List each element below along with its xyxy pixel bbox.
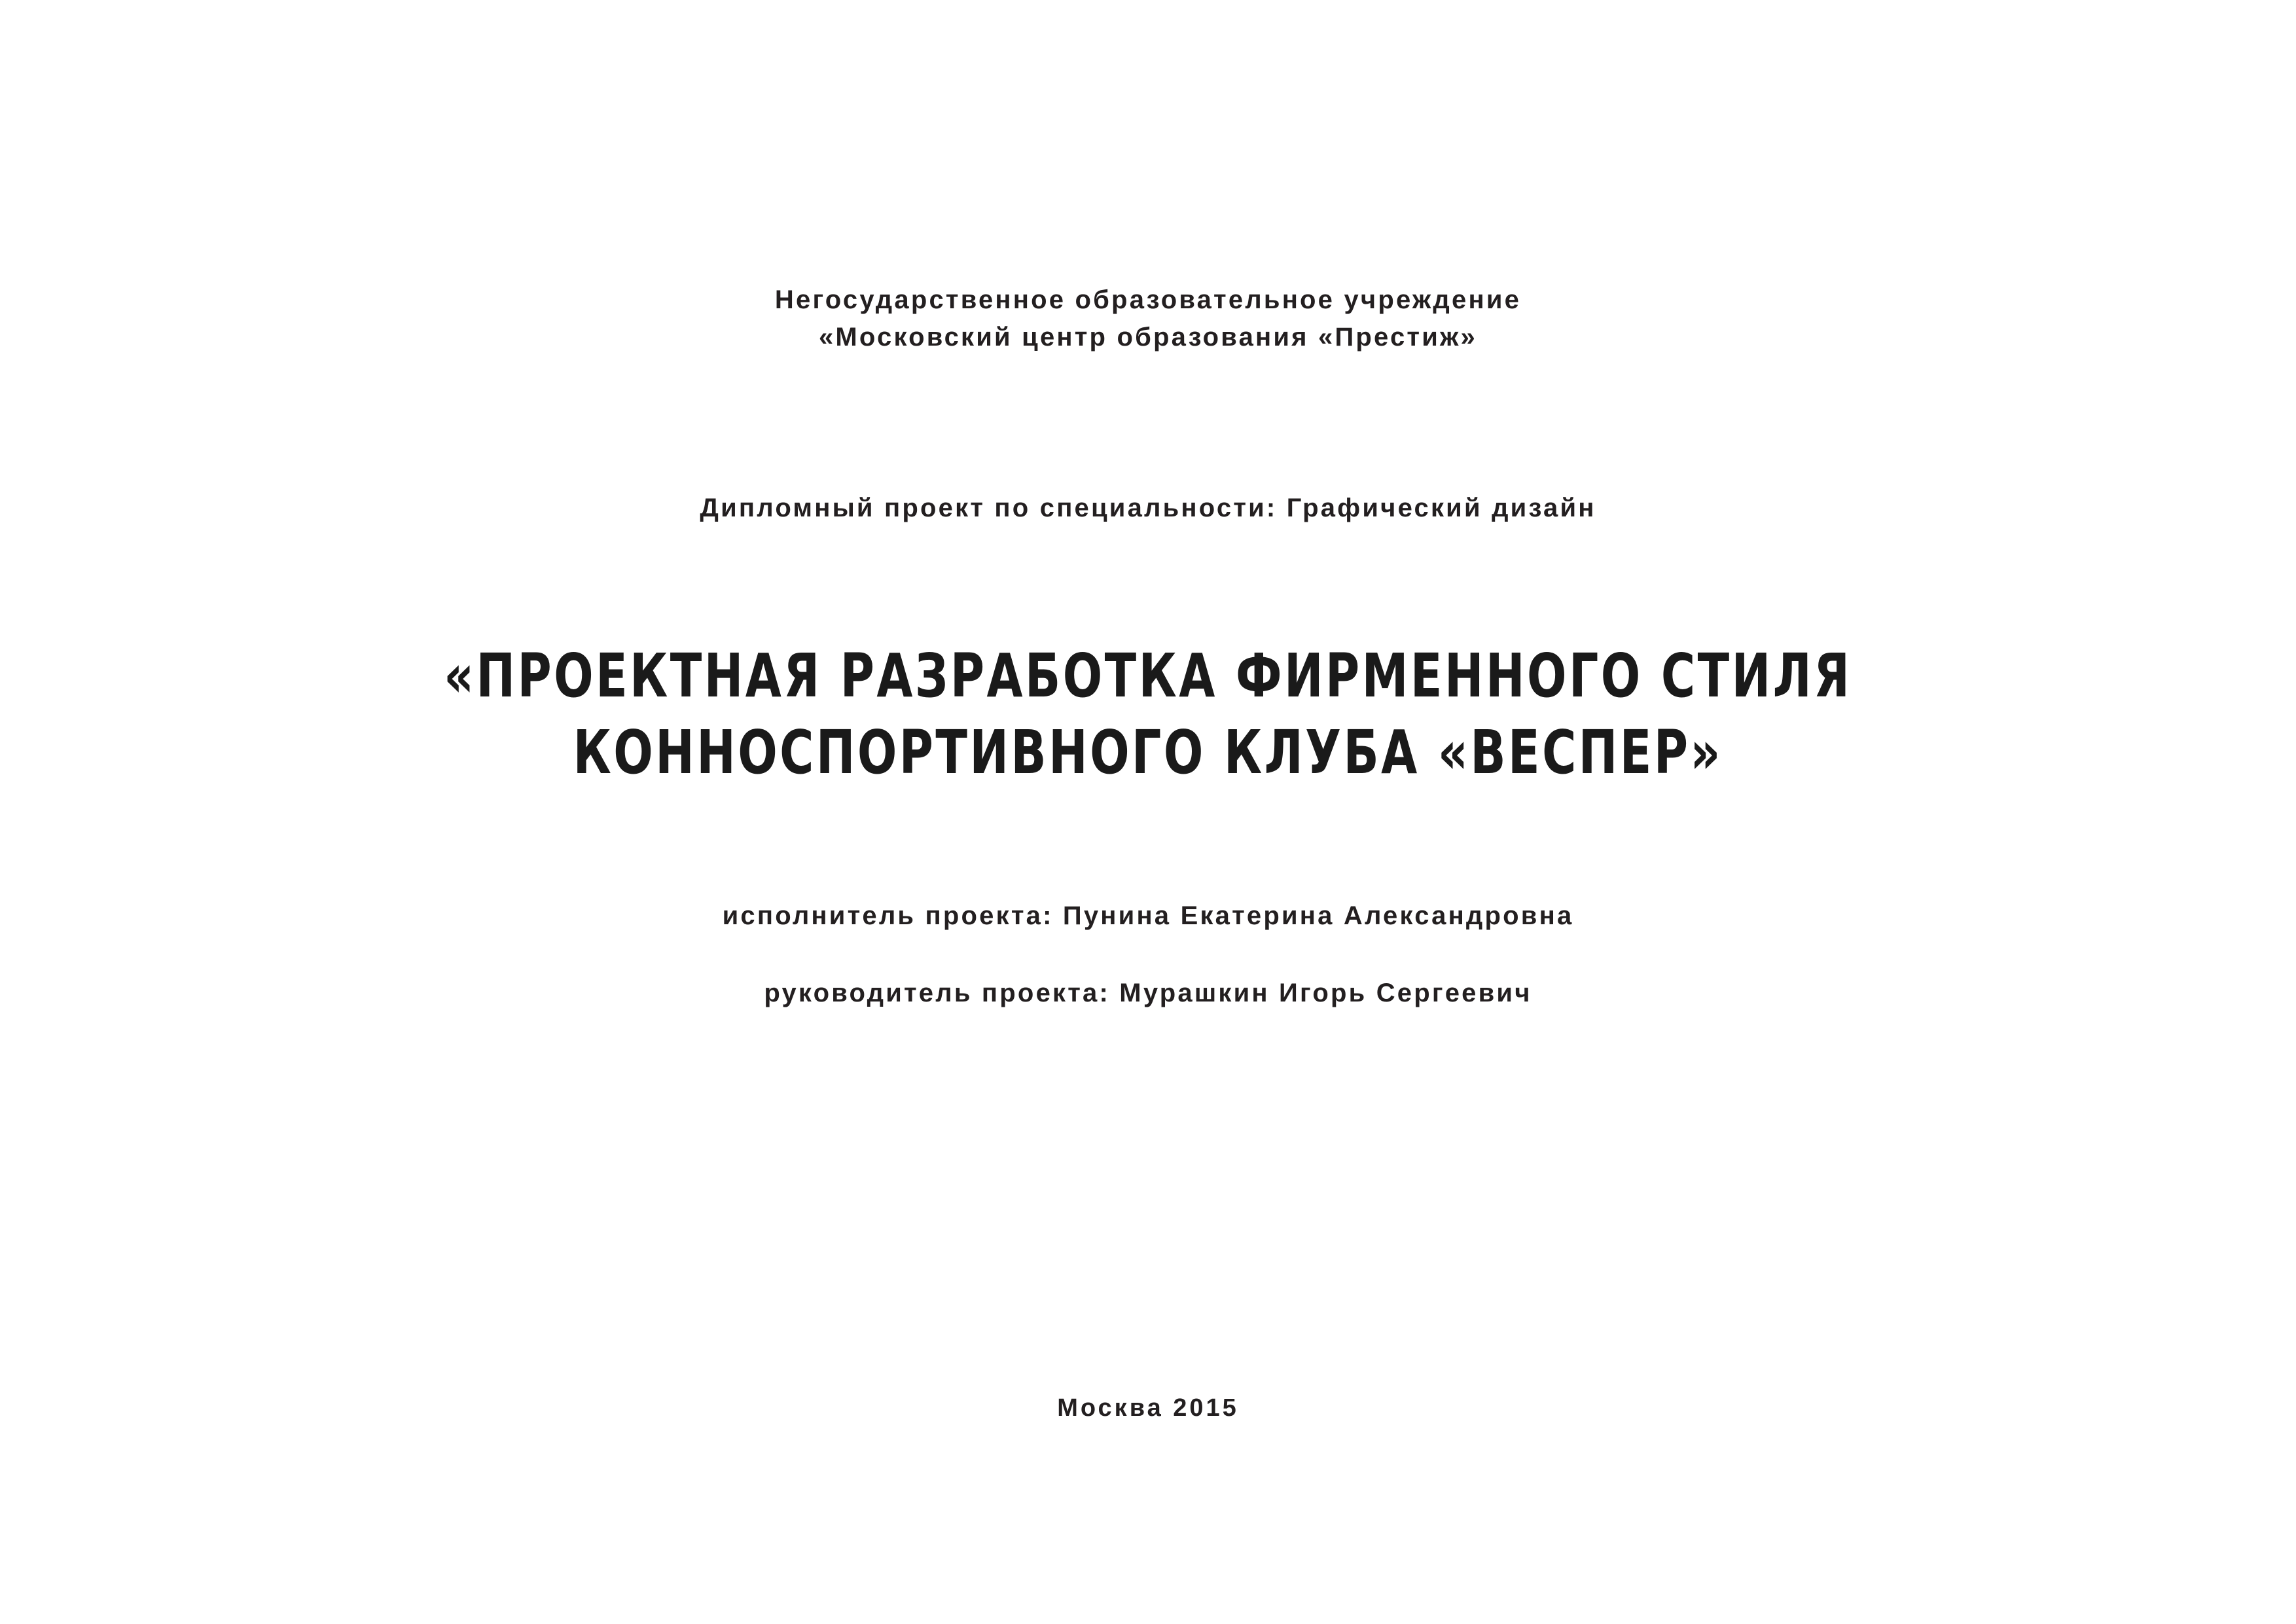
institution-block [775, 281, 1521, 356]
credit-executor: исполнитель проекта: Пунина Екатерина Александровна [722, 901, 1574, 931]
page-title-line-2: КОННОСПОРТИВНОГО КЛУБА «ВЕСПЕР» [573, 717, 1723, 788]
specialty-line: Дипломный проект по специальности: Графический дизайн [700, 493, 1596, 522]
institution-line-1: Негосударственное образовательное учреждение [774, 285, 1522, 314]
credit-supervisor: руководитель проекта: Мурашкин Игорь Сергеевич [764, 979, 1532, 1008]
page-title-line-1: «ПРОЕКТНАЯ РАЗРАБОТКА ФИРМЕННОГО СТИЛЯ [444, 640, 1852, 711]
place-and-year: Москва 2015 [1057, 1394, 1239, 1422]
page-title [444, 638, 1852, 792]
institution-line-2: «Московский центр образования «Престиж» [818, 322, 1478, 352]
credits-block [723, 903, 1574, 1006]
